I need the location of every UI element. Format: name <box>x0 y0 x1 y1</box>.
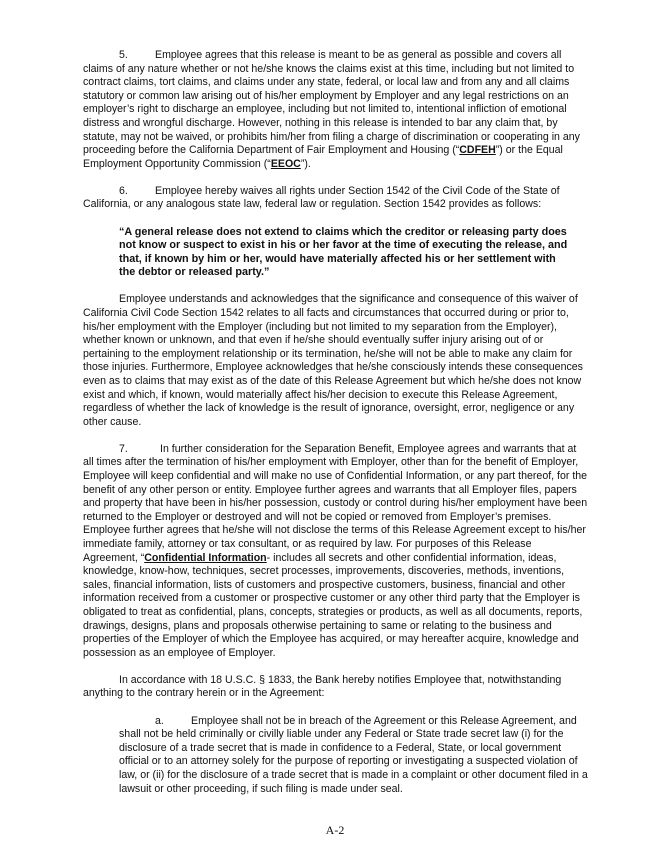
subparagraph-text: Employee shall not be in breach of the Agreement or this Release Agreement, and shall not be held criminally or civilly liable under any Federal or State trade secret law (i) for the disclosure of a trade secret that is made in confidence to a Federal, State, or local government official or to an attorney solely for the purpose of reporting or investigating a suspected violation of law, or (ii) for the disclosure of a trade secret that is made in a complaint or other document filed in a lawsuit or other proceeding, if such filing is made under seal. <box>119 714 588 795</box>
paragraph-7 <box>83 443 588 661</box>
paragraph-5 <box>83 49 588 171</box>
paragraph-text: Employee agrees that this release is meant to be as general as possible and covers all claims of any nature whether or not he/she knows the claims exist at this time, including but not limited to contract claims, tort claims, and claims under any state, federal, or local law and from any and all claims statutory or common law arising out of his/her employment by Employer and any legal restrictions on an employer’s right to discharge an employee, including but not limited to, intentional infliction of emotional distress and wrongful discharge. However, nothing in this release is intended to bar any claim that, by statute, may not be waived, or prohibits him/her from filing a charge of discrimination or cooperating in any proceeding before the California Department of Fair Employment and Housing (“ <box>83 49 580 157</box>
paragraph-6 <box>83 185 588 212</box>
paragraph-text: Employee hereby waives all rights under Section 1542 of the Civil Code of the State of California, or any analogous state law, federal law or regulation. Section 1542 provides as follows: <box>83 184 560 211</box>
page-number: A-2 <box>325 823 345 837</box>
defined-term-cdfeh: CDFEH <box>459 144 496 157</box>
paragraph-dtsa-notice <box>83 674 588 701</box>
defined-term-confidential-information: Confidential Information <box>144 551 267 564</box>
subparagraph-a <box>119 715 588 797</box>
section-1542-quote: “A general release does not extend to claims which the creditor or releasing party does not know or suspect to exist in his or her favor at the time of executing the release, and that, if known by him or her, would have materially affected his or her settlement with the debtor or released party.” <box>119 225 568 279</box>
paragraph-number: 6. <box>119 184 128 197</box>
paragraph-6-continued <box>83 293 588 429</box>
subparagraph-number: a. <box>155 714 164 727</box>
paragraph-text: Employee understands and acknowledges that the significance and consequence of this waiver of California Civil Code Section 1542 relates to all facts and circumstances that occurred during or prior to, his/her employment with the Employer (including but not limited to my separation from the Employer), whether known or unknown, and that even if he/she should eventually suffer injury arising out of or pertaining to the employment relationship or its termination, he/she will not be able to make any claim for those injuries. Furthermore, Employee acknowledges that he/she consciously intends these consequences even as to claims that may exist as of the date of this Release Agreement but which he/she does not know exist and which, if known, would materially affect his/her decision to execute this Release Agreement, regardless of whether the lack of knowledge is the result of ignorance, oversight, error, negligence or any other cause. <box>83 293 583 428</box>
paragraph-text: In further consideration for the Separation Benefit, Employee agrees and warrants that at all times after the termination of his/her employment with Employer, other than for the benefit of Employer, Employee will keep confidential and will make no use of Confidential Information, or any part thereof, for the benefit of any other person or entity. Employee further agrees and warrants that all Employer files, papers and property that have been in his/her possession, custody or control during his/her employment have been returned to the Employer or destroyed and will not be copied or removed from Employer’s premises. Employee further agrees that he/she will not disclose the terms of this Release Agreement except to his/her immediate family, attorney or tax consultant, or as required by law. For purposes of this Release Agreement, “ <box>83 442 588 564</box>
document-page <box>83 49 588 810</box>
paragraph-number: 7. <box>119 442 128 455</box>
paragraph-text: ”) or the Equal Employment Opportunity Commission (“ <box>83 144 563 170</box>
paragraph-text: - includes all secrets and other confidential information, ideas, knowledge, know-how, techniques, secret processes, improvements, discoveries, methods, inventions, sales, financial information, lists of customers and prospective customers, business, financial and other information received from a customer or prospective customer or any other third party that the Employer is obligated to treat as confidential, plans, concepts, strategies or products, as well as all documents, reports, drawings, designs, plans and proposals otherwise pertaining to same or relating to the business and properties of the Employer of which the Employee has acquired, or may hereafter acquire, knowledge and possession as an employee of Employer. <box>83 551 583 659</box>
paragraph-text: In accordance with 18 U.S.C. § 1833, the Bank hereby notifies Employee that, notwithstanding anything to the contrary herein or in the Agreement: <box>83 673 562 700</box>
defined-term-eeoc: EEOC <box>270 157 301 170</box>
paragraph-text: ”). <box>300 157 311 170</box>
paragraph-number: 5. <box>119 49 128 61</box>
